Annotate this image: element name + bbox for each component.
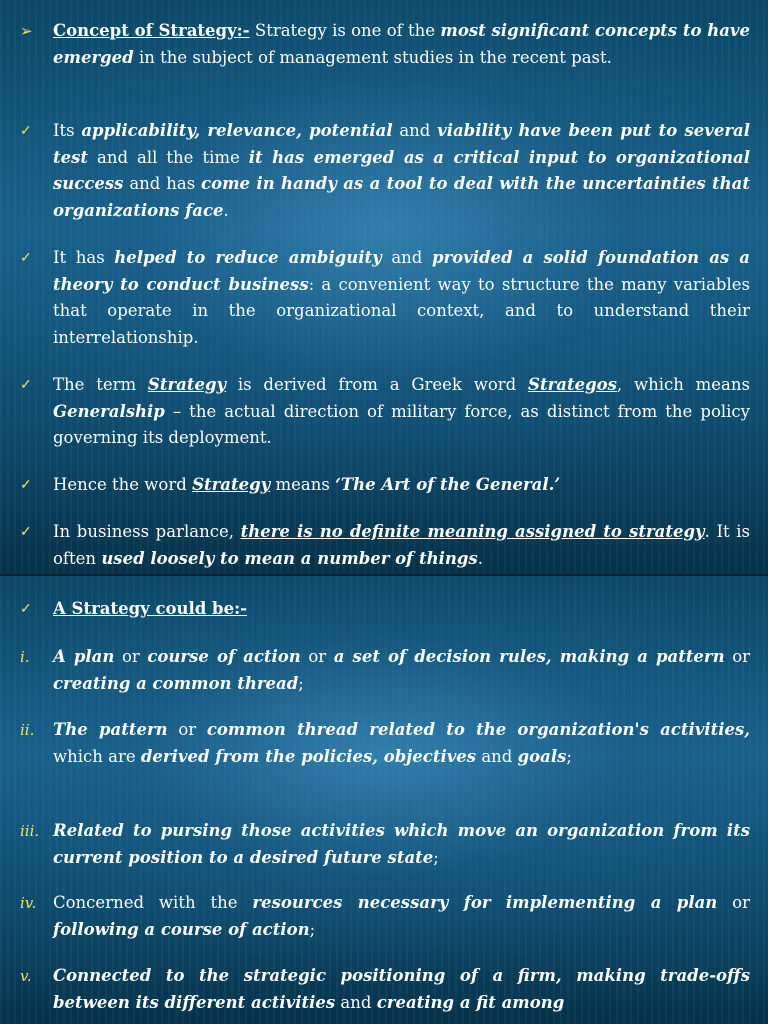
text-run: or — [717, 893, 750, 912]
list-item-text — [53, 818, 750, 871]
bullet-text — [53, 372, 750, 452]
bullet-text — [53, 118, 750, 224]
checkmark-icon: ✓ — [20, 524, 32, 540]
text-run: . It is often — [53, 522, 750, 568]
text-run: . — [223, 200, 229, 220]
text-run: which are — [53, 746, 141, 766]
bullet-art-of-general — [20, 472, 750, 499]
text-run: resources necessary for implementing a plan — [252, 893, 718, 912]
slide-a-strategy-could-be — [0, 576, 768, 1024]
text-run: or — [724, 647, 751, 666]
roman-numeral: iii. — [20, 822, 40, 840]
text-run: following a course of action — [53, 919, 310, 939]
bullet-text — [53, 18, 750, 71]
bullet-concept — [20, 18, 750, 71]
text-run: The term — [53, 375, 148, 394]
text-run: it has emerged as a critical input to organizational success — [53, 147, 751, 193]
text-run: ; — [309, 919, 316, 939]
text-run: most significant concepts to have emerged — [53, 21, 750, 67]
text-run: viability have been put to several test — [53, 121, 750, 167]
text-run: ; — [433, 847, 439, 867]
list-item-iii — [20, 818, 750, 871]
list-item-text — [53, 963, 750, 1016]
text-run: means — [270, 475, 336, 494]
text-run: Strategos — [528, 375, 617, 394]
list-item-v — [20, 963, 750, 1016]
text-run: and has — [123, 174, 202, 193]
text-run: A plan — [53, 647, 115, 666]
bullet-text — [53, 472, 750, 499]
text-run: ; — [298, 673, 304, 693]
text-run: ; — [566, 746, 572, 766]
list-item-iv — [20, 890, 750, 943]
bullet-business-parlance — [20, 519, 750, 572]
text-run: Connected to the strategic positioning of a firm, making trade-offs between its different activities — [53, 966, 750, 1012]
text-run: – the actual direction of military force, as distinct from the policy governing its deployment. — [53, 401, 750, 447]
roman-numeral: iv. — [20, 894, 37, 912]
text-run: or — [114, 647, 148, 666]
text-run: Strategy — [192, 475, 271, 494]
text-run: or — [300, 647, 334, 666]
roman-numeral: ii. — [20, 721, 35, 739]
bullet-text — [53, 519, 750, 572]
text-run: creating a fit among — [376, 992, 565, 1012]
text-run: and — [381, 248, 432, 267]
text-run: a set of decision rules, making a pattern — [333, 647, 725, 666]
checkmark-icon: ✓ — [20, 377, 32, 393]
text-run: provided a solid foundation as a theory to conduct business — [53, 248, 750, 294]
text-run: or — [167, 720, 207, 739]
text-run: derived from the policies, objectives — [140, 746, 477, 766]
list-item-ii — [20, 717, 750, 770]
text-run: in the subject of management studies in the recent past. — [133, 47, 612, 67]
text-run: used loosely to mean a number of things — [101, 548, 478, 568]
text-run: goals — [517, 746, 567, 766]
checkmark-icon: ✓ — [20, 123, 32, 139]
text-run: It has — [53, 248, 115, 267]
roman-numeral: v. — [20, 967, 32, 985]
text-run: and — [392, 121, 438, 140]
bullet-ambiguity — [20, 245, 750, 351]
list-item-text — [53, 717, 750, 770]
text-run: In business parlance, — [53, 522, 241, 541]
text-run: course of action — [147, 647, 301, 666]
text-run: Concerned with the — [53, 893, 253, 912]
checkmark-icon: ✓ — [20, 477, 32, 493]
text-run: , which means — [616, 375, 750, 394]
arrow-bullet-icon: ➢ — [20, 22, 33, 40]
text-run: common thread related to the organization's activities, — [206, 720, 750, 739]
text-run: The pattern — [53, 720, 168, 739]
checkmark-icon: ✓ — [20, 250, 32, 266]
text-run: helped to reduce ambiguity — [114, 248, 382, 267]
text-run: Its — [53, 121, 82, 140]
text-run: and — [476, 746, 518, 766]
checkmark-icon: ✓ — [20, 601, 32, 617]
text-run: there is no definite meaning assigned to strategy — [240, 522, 705, 541]
list-item-text — [53, 644, 750, 697]
list-item-text — [53, 890, 750, 943]
bullet-text — [53, 245, 750, 351]
text-run: come in handy as a tool to deal with the uncertainties that organizations face — [53, 174, 750, 220]
bullet-applicability — [20, 118, 750, 224]
text-run: creating a common thread — [53, 673, 299, 693]
bullet-greek-origin — [20, 372, 750, 452]
text-run: is derived from a Greek word — [226, 375, 529, 394]
heading-text: A Strategy could be:- — [53, 599, 248, 618]
text-run: Generalship — [53, 401, 165, 421]
text-run: and all the time — [88, 147, 249, 167]
list-heading — [20, 596, 750, 623]
roman-numeral: i. — [20, 648, 30, 666]
text-run: Strategy is one of the — [249, 21, 441, 40]
text-run: Concept of Strategy:- — [53, 21, 250, 40]
text-run: and — [335, 992, 377, 1012]
text-run: . — [477, 548, 483, 568]
list-item-i — [20, 644, 750, 697]
text-run: Related to pursing those activities which move an organization from its current position to a desired future state — [53, 821, 750, 867]
text-run: ‘The Art of the General.’ — [335, 475, 561, 494]
text-run: Strategy — [147, 375, 227, 394]
text-run: Hence the word — [53, 475, 193, 494]
text-run: applicability, relevance, potential — [81, 121, 393, 140]
text-run: : a convenient way to structure the many variables that operate in the organizational context, and to understand their interrelationship. — [53, 274, 750, 347]
